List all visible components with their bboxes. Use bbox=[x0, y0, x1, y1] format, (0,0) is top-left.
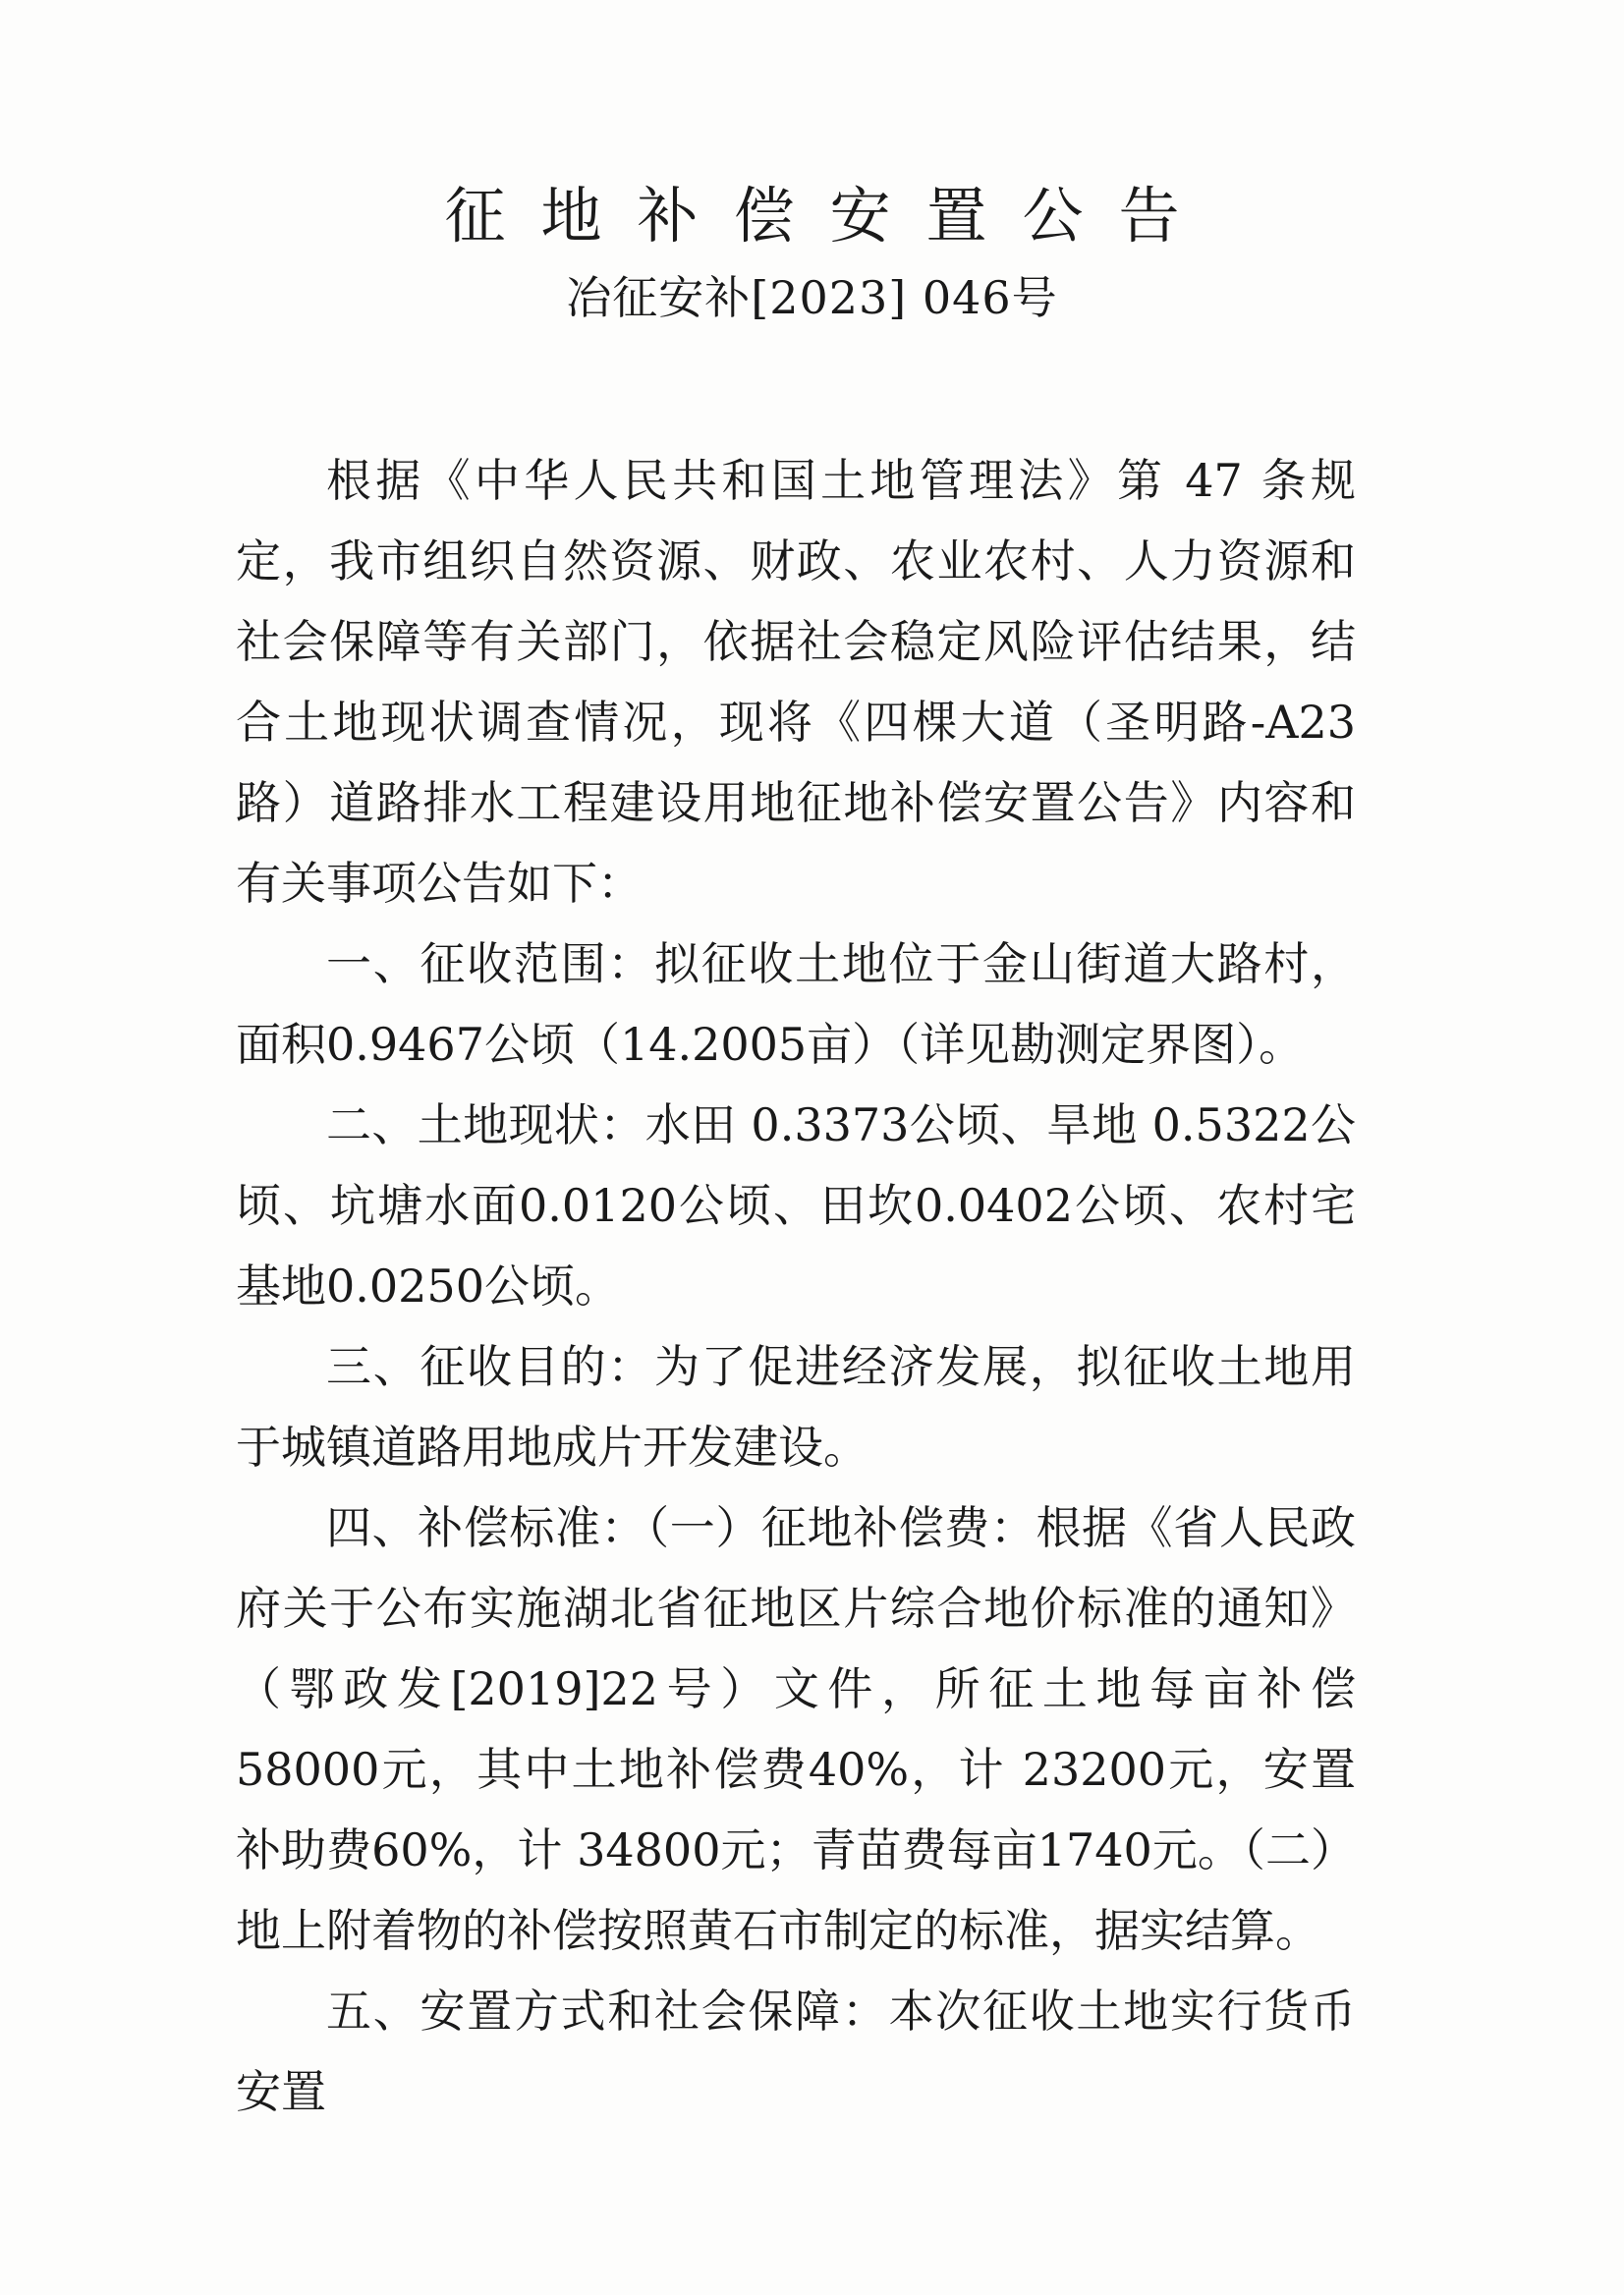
paragraph-purpose: 三、征收目的：为了促进经济发展，拟征收土地用于城镇道路用地成片开发建设。 bbox=[236, 1340, 1356, 1474]
document-body bbox=[236, 440, 1356, 2132]
paragraph-intro: 根据《中华人民共和国土地管理法》第 47 条规定，我市组织自然资源、财政、农业农村、人力资源和社会保障等有关部门，依据社会稳定风险评估结果，结合土地现状调查情况，现将《四棵大道（圣明路-A23路）道路排水工程建设用地征地补偿安置公告》内容和有关事项公告如下： bbox=[236, 454, 1356, 910]
paragraph-land-status: 二、土地现状：水田 0.3373公顷、旱地 0.5322公顷、坑塘水面0.0120公顷、田坎0.0402公顷、农村宅基地0.0250公顷。 bbox=[236, 1098, 1356, 1313]
document-title: 征地补偿安置公告 bbox=[444, 180, 1215, 252]
document-number: 冶征安补[2023] 046号 bbox=[566, 271, 1058, 324]
paragraph-resettlement: 五、安置方式和社会保障：本次征收土地实行货币安置 bbox=[236, 1985, 1356, 2118]
paragraph-compensation: 四、补偿标准：（一）征地补偿费：根据《省人民政府关于公布实施湖北省征地区片综合地价标准的通知》（鄂政发[2019]22号）文件，所征土地每亩补偿 58000元，其中土地补偿费40%，计 23200元，安置补助费60%，计 34800元；青苗费每亩1740元。（二）地上附着物的补偿按照黄石市制定的标准，据实结算。 bbox=[236, 1501, 1356, 1957]
paragraph-scope: 一、征收范围：拟征收土地位于金山街道大路村，面积0.9467公顷（14.2005亩）（详见勘测定界图）。 bbox=[236, 937, 1356, 1071]
